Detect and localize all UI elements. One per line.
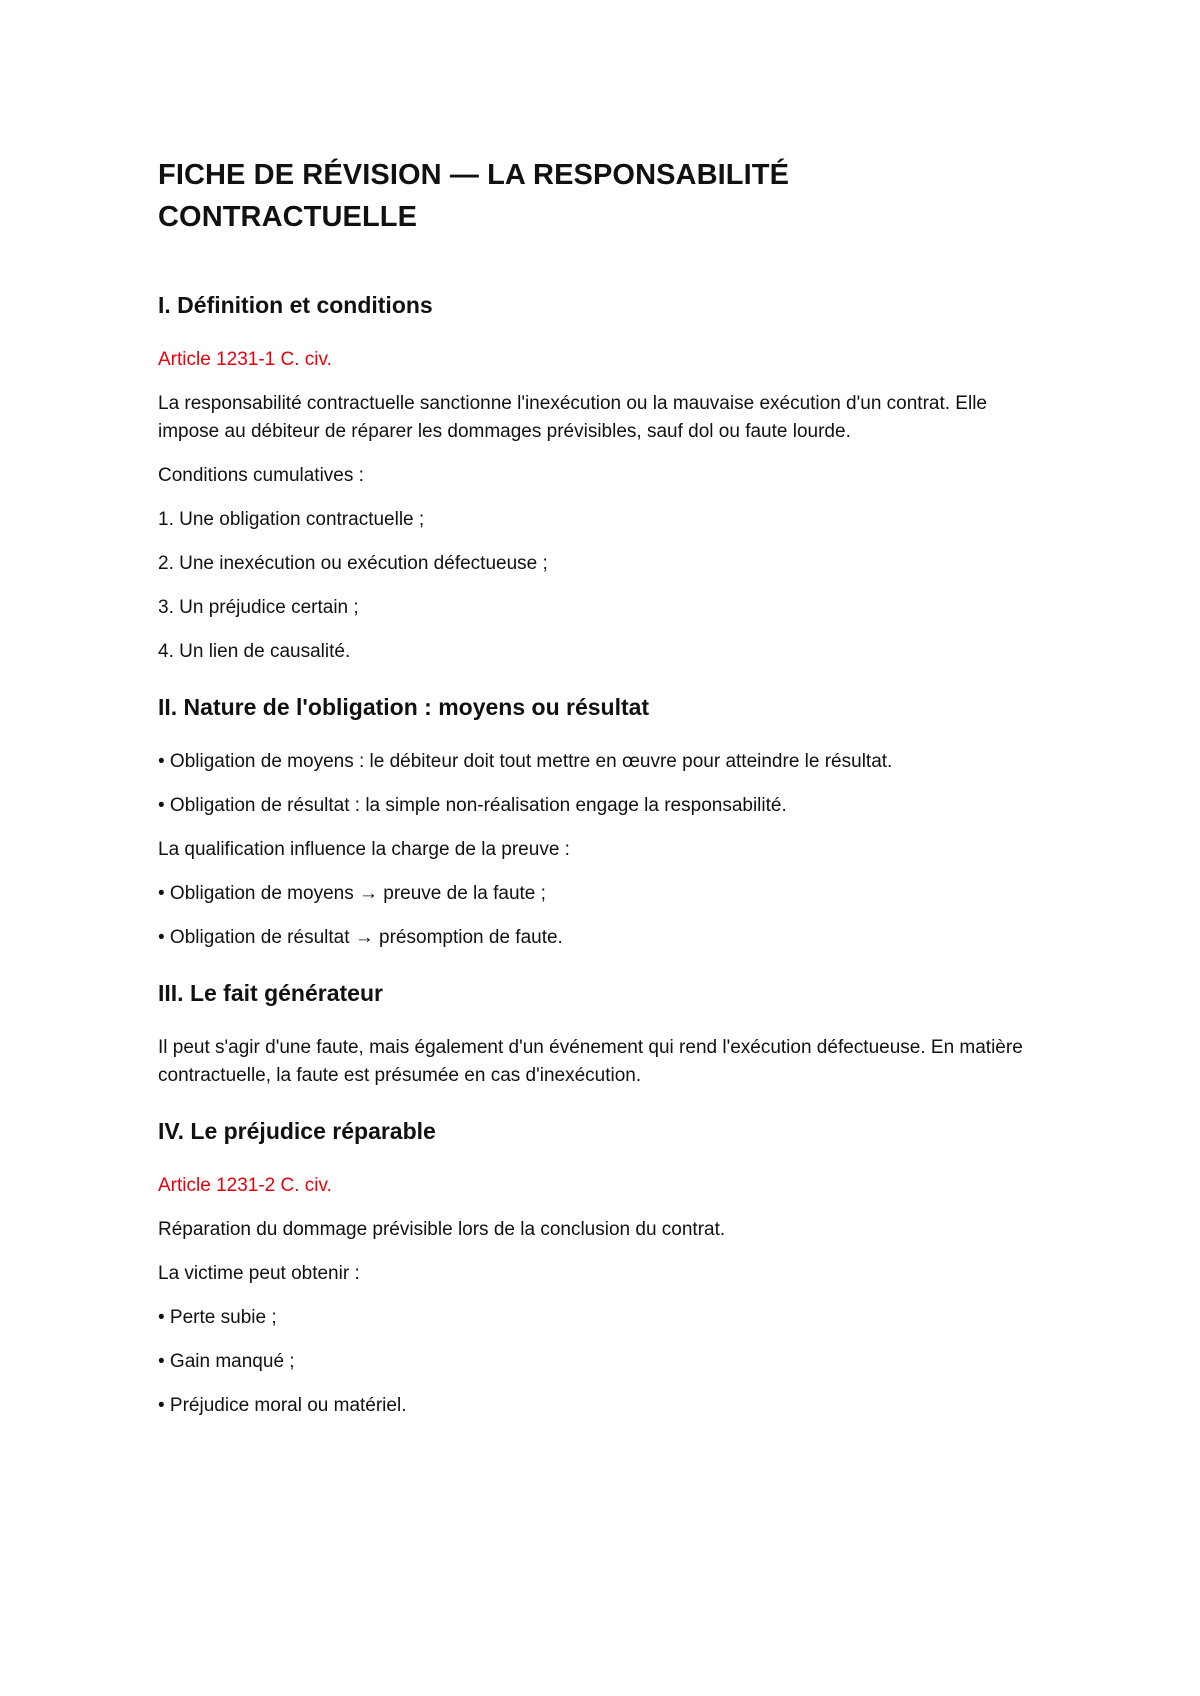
document-body [158, 154, 1038, 1436]
paragraph: Réparation du dommage prévisible lors de la conclusion du contrat. [158, 1219, 726, 1240]
paragraph: La responsabilité contractuelle sanctionne l'inexécution ou la mauvaise exécution d'un contrat. Elle impose au débiteur de réparer les dommages prévisibles, sauf dol ou faute lourde. [158, 393, 987, 442]
section-heading-1: I. Définition et conditions [158, 292, 433, 318]
list-item: • Préjudice moral ou matériel. [158, 1395, 407, 1416]
section-heading-4: IV. Le préjudice réparable [158, 1118, 436, 1144]
list-item: • Obligation de résultat → présomption de faute. [158, 927, 563, 948]
article-reference-2: Article 1231-2 C. civ. [158, 1175, 332, 1196]
list-item: • Perte subie ; [158, 1307, 277, 1328]
paragraph: La qualification influence la charge de la preuve : [158, 839, 570, 860]
list-item: 2. Une inexécution ou exécution défectueuse ; [158, 553, 548, 574]
list-item: 1. Une obligation contractuelle ; [158, 509, 425, 530]
paragraph: La victime peut obtenir : [158, 1263, 360, 1284]
list-item: 3. Un préjudice certain ; [158, 597, 359, 618]
paragraph: Conditions cumulatives : [158, 465, 364, 486]
list-item: • Obligation de moyens : le débiteur doit tout mettre en œuvre pour atteindre le résultat. [158, 751, 893, 772]
section-heading-3: III. Le fait générateur [158, 980, 383, 1006]
list-item: 4. Un lien de causalité. [158, 641, 351, 662]
section-heading-2: II. Nature de l'obligation : moyens ou résultat [158, 694, 650, 720]
paragraph: Il peut s'agir d'une faute, mais également d'un événement qui rend l'exécution défectueuse. En matière contractuelle, la faute est présumée en cas d'inexécution. [158, 1037, 1023, 1086]
list-item: • Gain manqué ; [158, 1351, 295, 1372]
page-title: FICHE DE RÉVISION — LA RESPONSABILITÉ CONTRACTUELLE [158, 159, 790, 233]
list-item: • Obligation de résultat : la simple non-réalisation engage la responsabilité. [158, 795, 787, 816]
article-reference-1: Article 1231-1 C. civ. [158, 349, 332, 370]
list-item: • Obligation de moyens → preuve de la faute ; [158, 883, 546, 904]
